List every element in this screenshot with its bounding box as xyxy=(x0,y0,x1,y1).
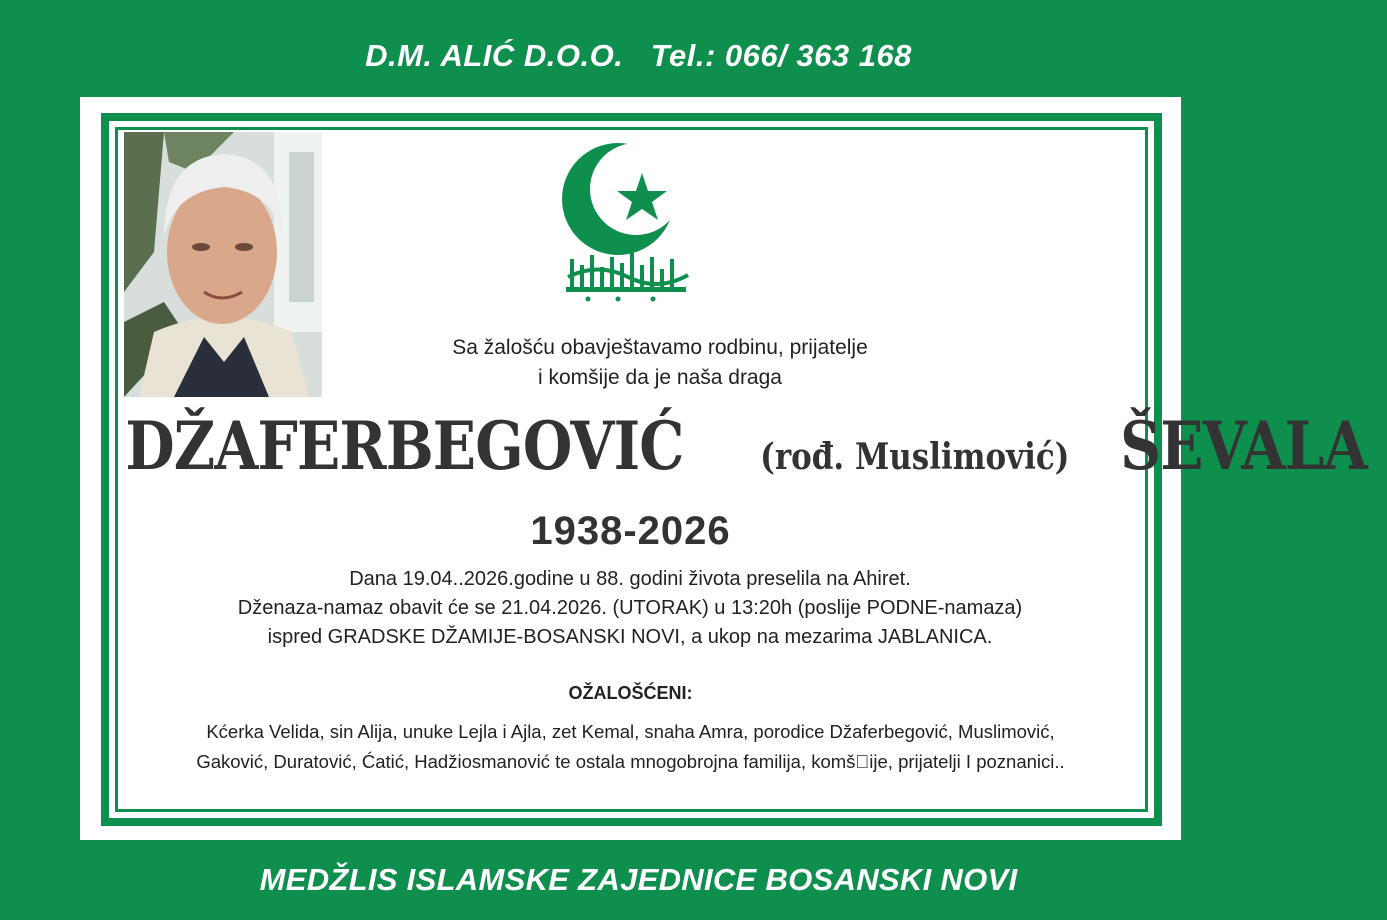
first-name: ŠEVALA xyxy=(1119,407,1367,485)
header-bar xyxy=(0,38,1277,74)
mourners-heading: OŽALOŠĆENI: xyxy=(568,683,693,703)
details-line-2: Dženaza-namaz obavit će se 21.04.2026. (UTORAK) u 13:20h (poslije PODNE-namaza) xyxy=(237,597,1023,619)
details-line-1: Dana 19.04..2026.godine u 88. godini života preselila na Ahiret. xyxy=(349,568,911,590)
footer-bar: MEDŽLIS ISLAMSKE ZAJEDNICE BOSANSKI NOVI xyxy=(259,862,1018,897)
company-name: D.M. ALIĆ D.O.O. xyxy=(365,38,624,73)
surname: DŽAFERBEGOVIĆ xyxy=(125,407,684,485)
mourners-line-2: Gaković, Duratović, Ćatić, Hadžiosmanović te ostala mnogobrojna familija, komš ije, prijatelji I poznanici.. xyxy=(196,751,1065,772)
portrait-photo xyxy=(124,132,322,397)
life-years: 1938-2026 xyxy=(530,509,731,553)
intro-line-1: Sa žalošću obavještavamo rodbinu, prijatelje xyxy=(452,336,868,359)
crescent-star-icon xyxy=(558,137,708,312)
deceased-name xyxy=(80,407,1367,485)
funeral-details xyxy=(180,565,1080,652)
maiden-name: (rođ. Muslimović) xyxy=(759,436,1069,478)
mourners-list xyxy=(120,717,1141,777)
mourners-line-1: Kćerka Velida, sin Alija, unuke Lejla i Ajla, zet Kemal, snaha Amra, porodice Džaferbegović, Muslimović, xyxy=(206,721,1055,742)
details-line-3: ispred GRADSKE DŽAMIJE-BOSANSKI NOVI, a ukop na mezarima JABLANICA. xyxy=(267,626,993,648)
intro-line-2: i komšije da je naša draga xyxy=(538,366,782,389)
obituary-card xyxy=(80,97,1367,840)
calligraphy-icon xyxy=(566,253,688,302)
company-phone: Tel.: 066/ 363 168 xyxy=(650,38,912,73)
intro-text xyxy=(360,333,960,393)
